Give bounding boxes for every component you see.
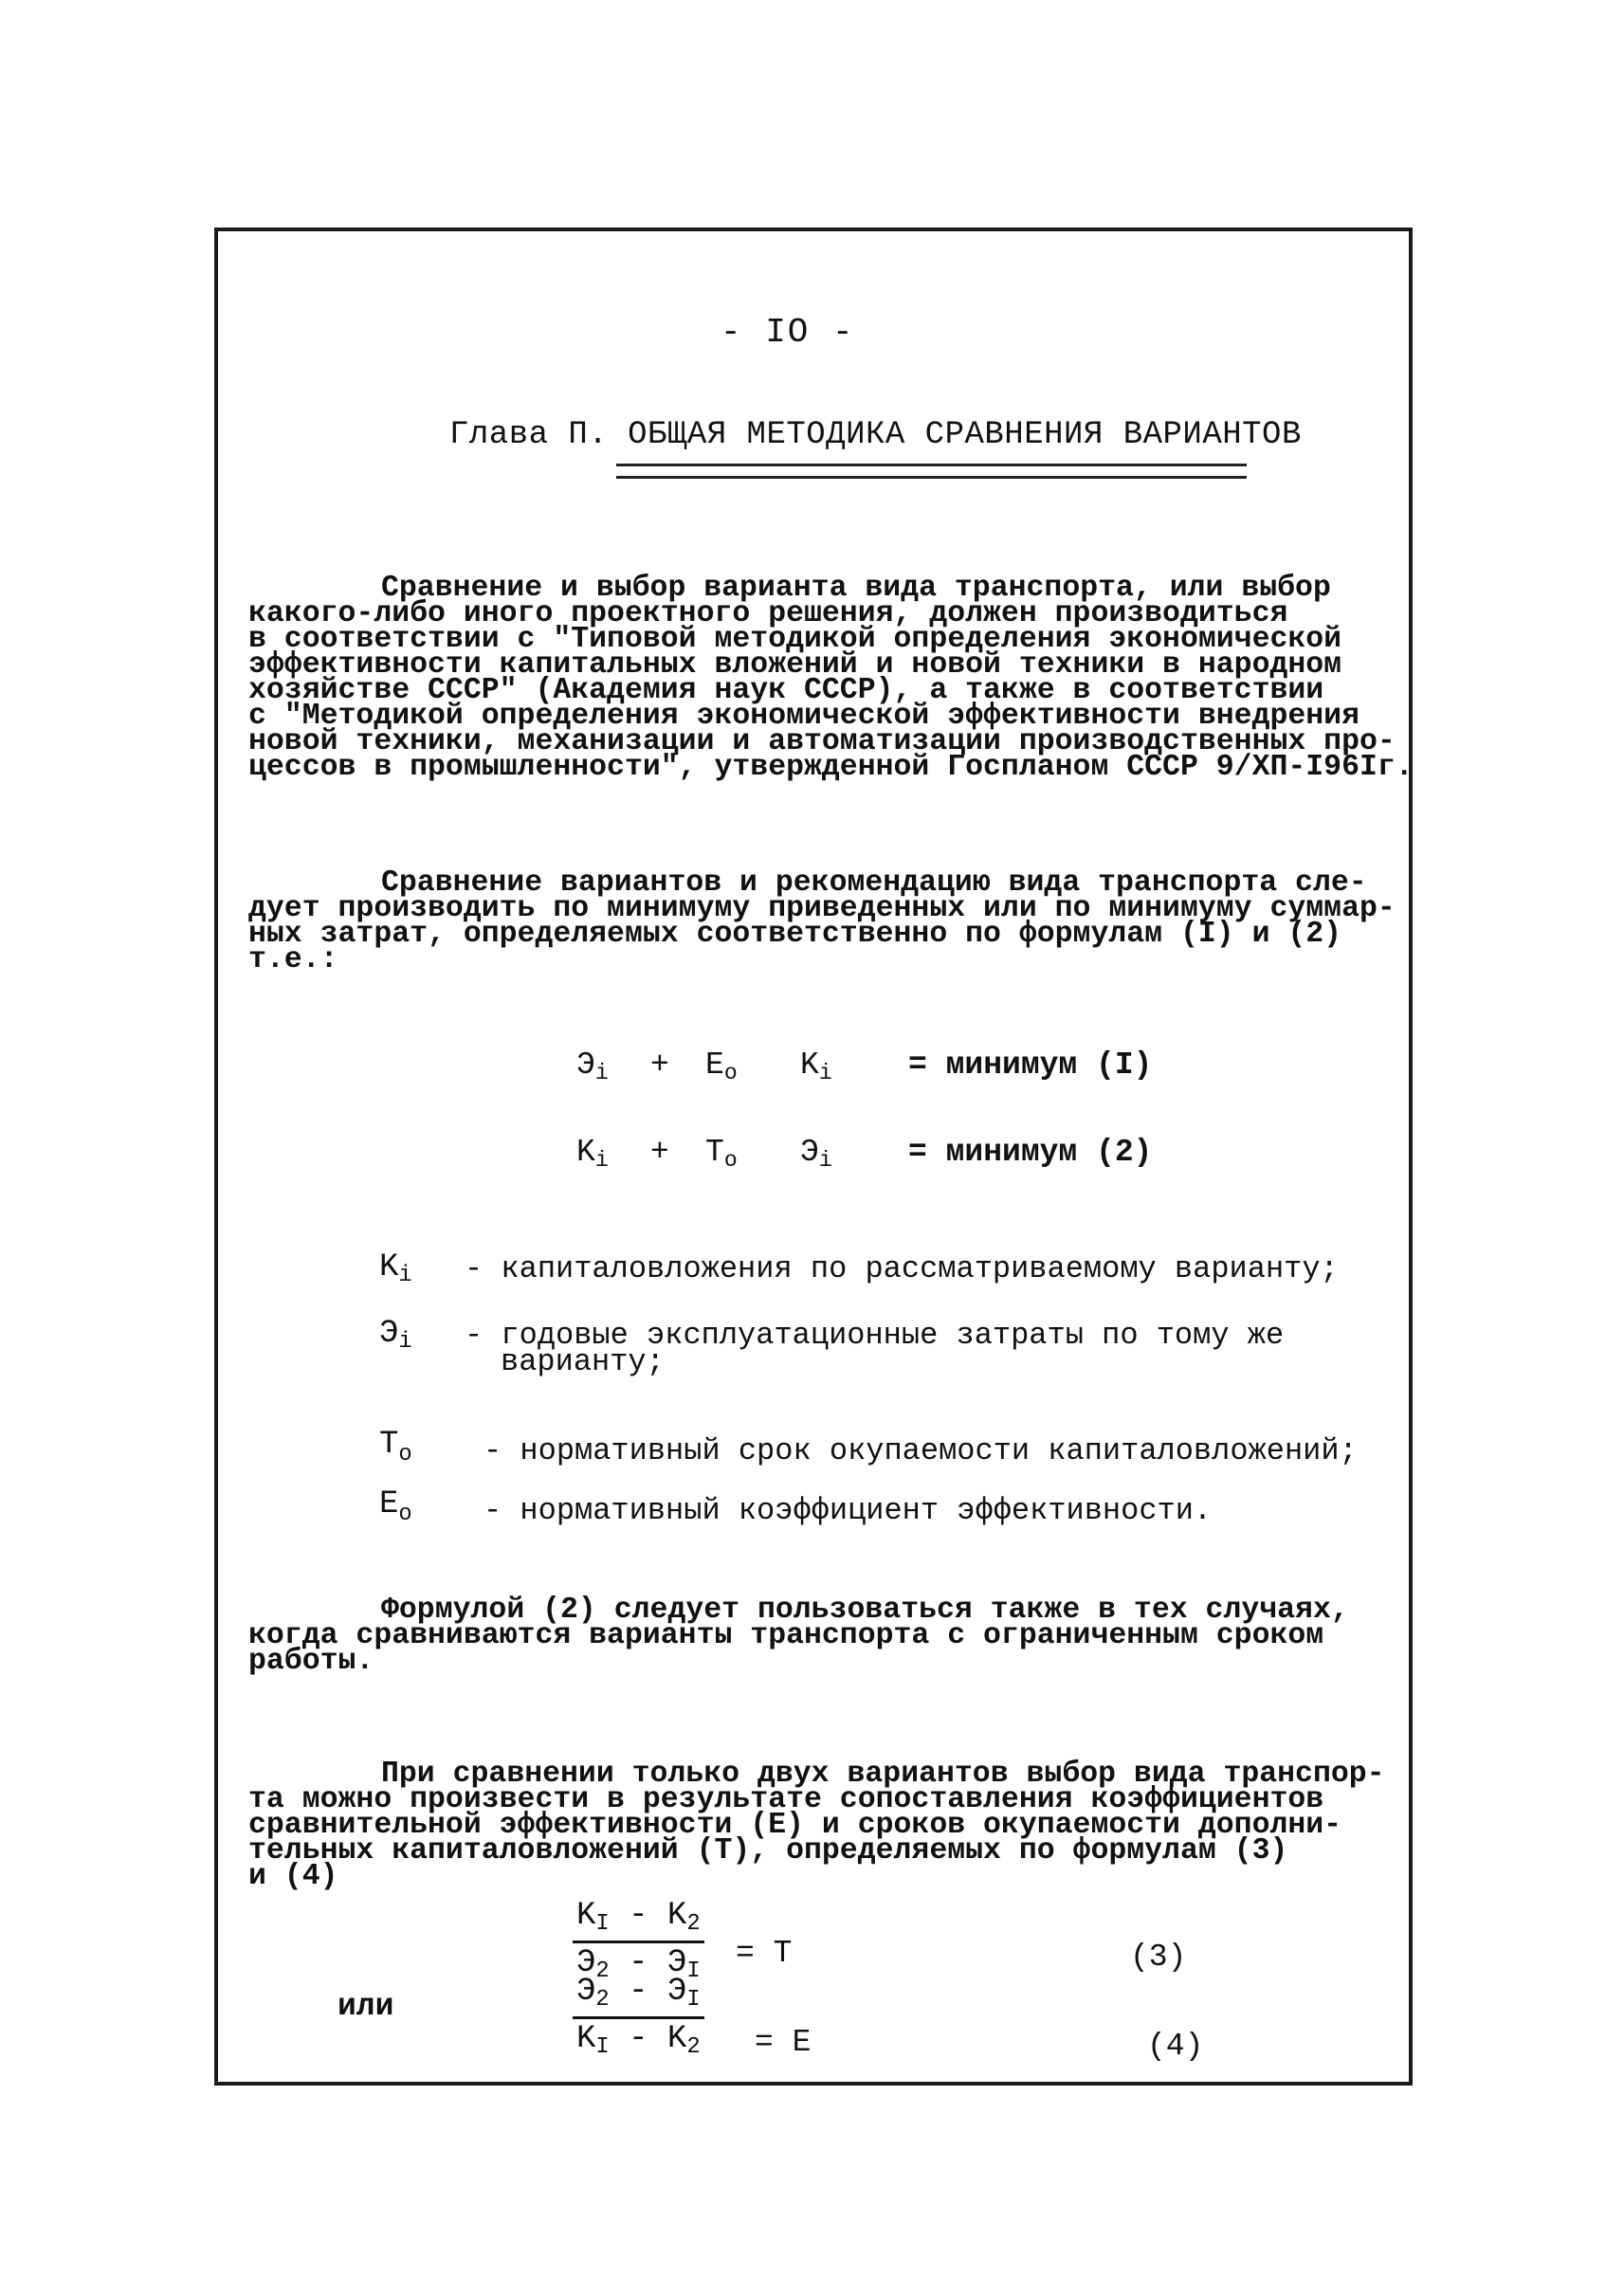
chapter-title: Глава П. ОБЩАЯ МЕТОДИКА СРАВНЕНИЯ ВАРИАНТОВ [449,417,1302,453]
def-text-e-cont: варианту; [501,1344,665,1379]
title-underline [616,464,1247,479]
text-line: ных затрат, определяемых соответственно по формулам (I) и (2) [248,918,1342,951]
text-line: Сравнение и выбор варианта вида транспорта, или выбор [381,572,1331,605]
text-line: дует производить по минимуму приведенных или по минимуму суммар- [248,892,1396,925]
paragraph-1 [248,572,1414,784]
formula-term: $Э_i$ [576,1048,609,1085]
text-line: тельных капиталовложений (T), определяемых по формулам (3) [248,1834,1288,1868]
formula-term: $E_o$ [705,1048,738,1085]
formula-3-fraction [573,1898,704,1984]
text-line: и (4) [248,1860,338,1893]
text-line: с "Методикой определения экономической эффективности внедрения [248,700,1359,733]
def-symbol-k: $K_i$ [379,1249,412,1288]
text-line: При сравнении только двух вариантов выбор вида транспор- [381,1758,1385,1791]
text-line: в соответствии с "Типовой методикой определения экономической [248,623,1342,656]
def-text-e: - годовые эксплуатационные затраты по тому же [465,1318,1285,1353]
connector-word: или [338,1989,394,2024]
formula-4-fraction [573,1974,704,2060]
formula-operator: + [650,1135,669,1170]
formula-rhs: = минимум (I) [908,1048,1153,1083]
paragraph-3 [248,1594,1349,1678]
formula-term: $Э_i$ [800,1135,832,1173]
text-line: Сравнение вариантов и рекомендацию вида транспорта сле- [381,866,1367,900]
paragraph-2 [248,866,1396,976]
text-line: какого-либо иного проектного решения, должен производиться [248,597,1288,630]
formula-operator: + [650,1048,669,1083]
def-text-t: - нормативный срок окупаемости капиталовложений; [484,1433,1358,1468]
text-line: когда сравниваются варианты транспорта с ограниченным сроком [248,1619,1324,1652]
text-line: новой техники, механизации и автоматизации производственных про- [248,725,1396,758]
text-line: работы. [248,1645,374,1678]
text-line: Формулой (2) следует пользоваться также в тех случаях, [381,1594,1349,1627]
text-line: цессов в промышленности", утвержденной Госпланом СССР 9/XП-I96Iг. [248,751,1414,784]
text-line: эффективности капитальных вложений и новой техники в народном [248,648,1342,682]
def-symbol-eo: $E_o$ [379,1486,412,1527]
fraction-numerator: $Э_2 - Э_I$ [576,1974,701,2013]
text-line: та можно произвести в результате сопоставления коэффициентов [248,1783,1324,1816]
page-number: - IO - [721,313,855,352]
fraction-numerator: $K_I - K_2$ [576,1898,701,1937]
def-text-eo: - нормативный коэффициент эффективности. [484,1493,1213,1528]
text-line: т.е.: [248,943,338,976]
text-line: хозяйстве СССР" (Академия наук СССР), а также в соответствии [248,674,1324,707]
paragraph-4 [248,1758,1385,1893]
formula-4-label: (4) [1147,2029,1204,2064]
formula-3-label: (3) [1130,1940,1187,1975]
formula-4-rhs: = E [755,2025,812,2060]
fraction-denominator: $Э_2 - Э_I$ [573,1941,704,1984]
formula-term: $T_o$ [705,1135,738,1173]
def-text-k: - капиталовложения по рассматриваемому варианту; [465,1251,1339,1286]
formula-rhs: = минимум (2) [908,1135,1153,1170]
fraction-denominator: $K_I - K_2$ [573,2016,704,2060]
def-symbol-e: $Э_i$ [379,1316,412,1355]
formula-3-rhs: = T [736,1936,793,1971]
formula-term: $K_i$ [800,1048,832,1085]
formula-term: $K_i$ [576,1135,609,1173]
text-line: сравнительной эффективности (E) и сроков окупаемости дополни- [248,1809,1342,1842]
def-symbol-t: $T_o$ [379,1427,412,1467]
